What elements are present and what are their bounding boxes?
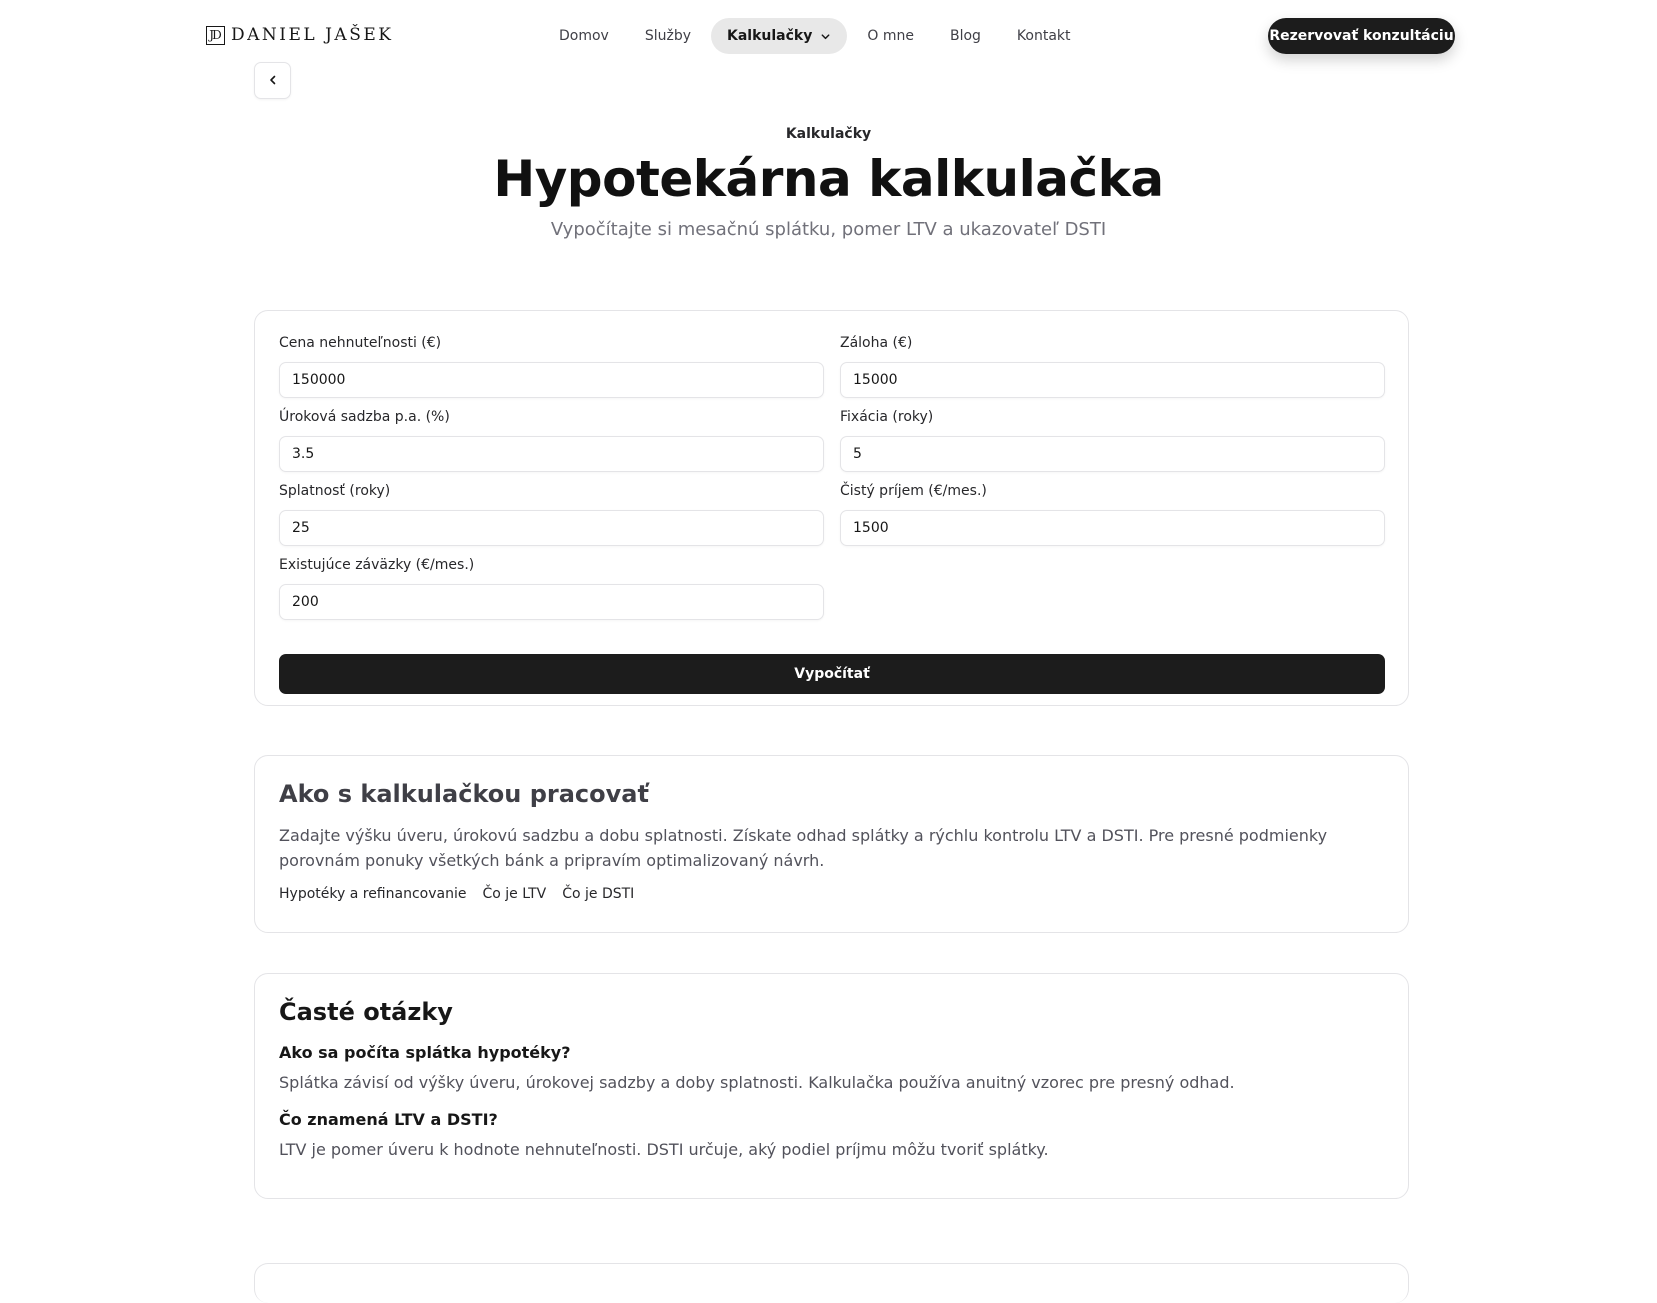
- net-income-input[interactable]: [840, 510, 1385, 546]
- field-fixation: [840, 408, 1385, 482]
- faq-question: Ako sa počíta splátka hypotéky?: [279, 1042, 571, 1062]
- nav-item-domov[interactable]: Domov: [559, 28, 609, 44]
- logo-mark: JD: [206, 26, 225, 45]
- page-subtitle: Vypočítajte si mesačnú splátku, pomer LTV a ukazovateľ DSTI: [550, 218, 1107, 240]
- field-obligations: [279, 556, 824, 630]
- field-label: Úroková sadzba p.a. (%): [279, 409, 450, 425]
- nav-item-kalkulacky[interactable]: [711, 18, 847, 54]
- field-label: Záloha (€): [840, 335, 913, 351]
- fixation-input[interactable]: [840, 436, 1385, 472]
- chevron-left-icon: [267, 71, 279, 90]
- down-payment-input[interactable]: [840, 362, 1385, 398]
- faq-answer: LTV je pomer úveru k hodnote nehnuteľnosti. DSTI určuje, aký podiel príjmu môžu tvoriť splátky.: [279, 1139, 1049, 1159]
- site-header: [0, 0, 1657, 72]
- how-to-title: Ako s kalkulačkou pracovať: [279, 780, 649, 808]
- nav-item-blog[interactable]: Blog: [949, 28, 981, 44]
- how-to-text: Zadajte výšku úveru, úrokovú sadzbu a dobu splatnosti. Získate odhad splátky a rýchlu kontrolu LTV a DSTI. Pre presné podmienky porovnám ponuky všetkých bánk a pripravím optimalizovaný návrh.: [279, 825, 1328, 870]
- field-label: Splatnosť (roky): [279, 483, 391, 499]
- field-net-income: [840, 482, 1385, 556]
- next-card: [254, 1263, 1409, 1303]
- related-links: [279, 886, 1384, 902]
- link-mortgages[interactable]: Hypotéky a refinancovanie: [279, 885, 467, 902]
- field-down-payment: [840, 334, 1385, 408]
- obligations-input[interactable]: [279, 584, 824, 620]
- hero: [0, 126, 1657, 240]
- term-input[interactable]: [279, 510, 824, 546]
- price-input[interactable]: [279, 362, 824, 398]
- calculate-button[interactable]: Vypočítať: [279, 654, 1385, 694]
- link-ltv[interactable]: Čo je LTV: [482, 885, 547, 902]
- field-label: Existujúce záväzky (€/mes.): [279, 557, 475, 573]
- calculator-form: [254, 310, 1409, 706]
- eyebrow: Kalkulačky: [785, 126, 872, 142]
- main-nav: [543, 18, 1091, 54]
- faq-title: Časté otázky: [279, 998, 453, 1026]
- chevron-down-icon: [820, 31, 831, 42]
- nav-item-sluzby[interactable]: Služby: [644, 28, 692, 44]
- back-button[interactable]: [254, 62, 291, 99]
- field-label: Čistý príjem (€/mes.): [840, 483, 987, 499]
- book-consultation-button[interactable]: Rezervovať konzultáciu: [1268, 18, 1455, 54]
- link-dsti[interactable]: Čo je DSTI: [562, 885, 635, 902]
- field-label: Cena nehnuteľnosti (€): [279, 335, 442, 351]
- logo[interactable]: [206, 25, 393, 45]
- field-interest-rate: [279, 408, 824, 482]
- faq-answer: Splátka závisí od výšky úveru, úrokovej sadzby a doby splatnosti. Kalkulačka používa anuitný vzorec pre presný odhad.: [279, 1072, 1235, 1092]
- field-term: [279, 482, 824, 556]
- interest-rate-input[interactable]: [279, 436, 824, 472]
- logo-text: DANIEL JAŠEK: [231, 25, 394, 45]
- nav-item-kontakt[interactable]: Kontakt: [1016, 28, 1071, 44]
- nav-item-o-mne[interactable]: O mne: [867, 28, 914, 44]
- nav-item-kalkulacky-label: Kalkulačky: [727, 28, 813, 44]
- faq-card: [254, 973, 1409, 1199]
- field-label: Fixácia (roky): [840, 409, 934, 425]
- how-to-card: [254, 755, 1409, 933]
- page-title: Hypotekárna kalkulačka: [493, 150, 1164, 208]
- faq-question: Čo znamená LTV a DSTI?: [279, 1109, 498, 1129]
- field-price: [279, 334, 824, 408]
